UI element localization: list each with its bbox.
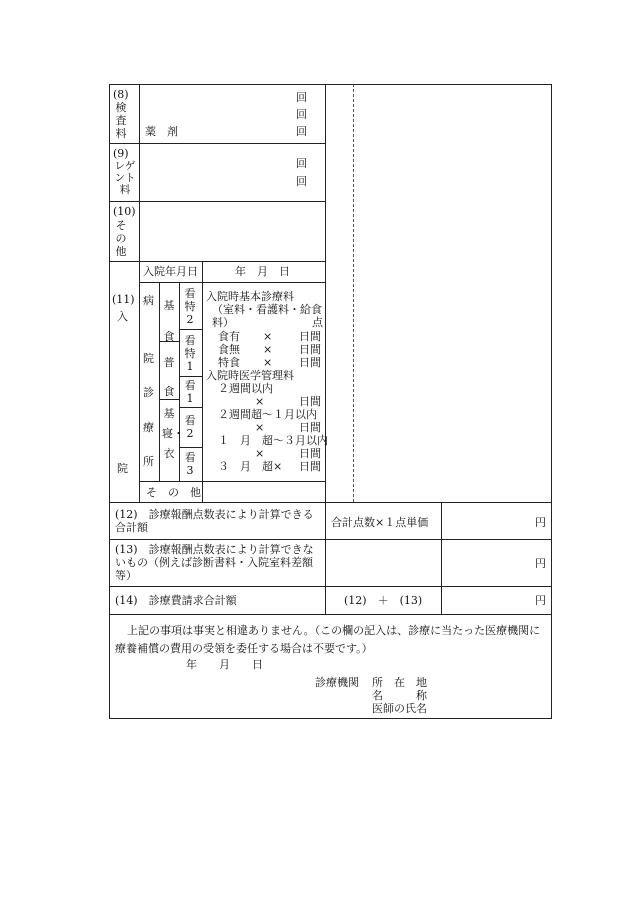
row8-bottom bbox=[109, 143, 325, 144]
meal-3-unit: 日間 bbox=[299, 356, 321, 369]
row13-top bbox=[109, 539, 552, 540]
row14-bottom bbox=[109, 614, 552, 615]
col-a-1: 病 bbox=[143, 294, 154, 307]
org-label: 診療機関 bbox=[315, 676, 359, 689]
meal-3-label: 特食 bbox=[218, 356, 240, 369]
sec11-grade-div4 bbox=[179, 447, 202, 448]
sec12-formula: 合計点数×１点単価 bbox=[331, 516, 429, 529]
sec11-side-top: 入 bbox=[117, 310, 128, 323]
sec14-label: (14) 診療費請求合計額 bbox=[115, 594, 237, 607]
meal-3-mark: × bbox=[263, 356, 273, 369]
dashed-divider bbox=[353, 84, 354, 502]
sec11-side-bottom: 院 bbox=[117, 462, 128, 475]
sec11-col4 bbox=[202, 261, 203, 502]
mgmt-4-unit: 日間 bbox=[299, 460, 321, 473]
sec11-col1 bbox=[139, 261, 140, 502]
rows-col1 bbox=[325, 502, 326, 614]
grade-2: 看特1 bbox=[184, 334, 196, 373]
doctor-name: 医師の氏名 bbox=[372, 702, 427, 715]
mgmt-3-label: １ 月 超～３月以内 bbox=[218, 434, 328, 447]
sec9-number: (9) bbox=[113, 147, 129, 160]
sec14-formula: (12) ＋ (13) bbox=[344, 594, 423, 607]
sec11-number: (11) bbox=[112, 293, 135, 306]
table-top-border bbox=[109, 84, 552, 85]
row14-top bbox=[109, 586, 552, 587]
meal-2-mark: × bbox=[263, 343, 273, 356]
col-a-5: 所 bbox=[143, 455, 154, 468]
mgmt-1-label: ２週間以内 bbox=[218, 382, 273, 395]
admit-date-label: 入院年月日 bbox=[143, 265, 198, 278]
sec10-title: その他 bbox=[115, 219, 127, 258]
sec8-unit-3: 回 bbox=[296, 125, 307, 138]
meal-1-unit: 日間 bbox=[299, 330, 321, 343]
meal-1-label: 食有 bbox=[218, 330, 240, 343]
sec12-label: (12) 診療報酬点数表により計算できる合計額 bbox=[115, 508, 314, 534]
meal-1-mark: × bbox=[263, 330, 273, 343]
declaration-date: 年 月 日 bbox=[186, 658, 263, 671]
kishin-i: 基寝・衣 bbox=[162, 407, 184, 460]
mgmt-3-unit: 日間 bbox=[299, 447, 321, 460]
sec9-unit-1: 回 bbox=[296, 157, 307, 170]
mgmt-1-unit: 日間 bbox=[299, 395, 321, 408]
sec14-unit: 円 bbox=[535, 594, 546, 607]
sec11-col2 bbox=[159, 282, 160, 481]
fee-title: 入院時基本診療料 bbox=[206, 290, 294, 303]
mgmt-2-unit: 日間 bbox=[299, 421, 321, 434]
meal-2-label: 食無 bbox=[218, 343, 240, 356]
rows-col2 bbox=[441, 502, 442, 614]
col-a-4: 療 bbox=[143, 421, 154, 434]
sec13-unit: 円 bbox=[535, 557, 546, 570]
sec8-title: 検査料 bbox=[115, 101, 127, 140]
col-a-2: 院 bbox=[143, 352, 154, 365]
sec11-grade-div3 bbox=[179, 407, 202, 408]
table-bottom-border bbox=[109, 718, 552, 719]
org-address: 所 在 地 bbox=[372, 676, 427, 689]
sec8-drug-label: 薬 剤 bbox=[145, 125, 178, 138]
sec10-number: (10) bbox=[113, 205, 136, 218]
mgmt-3-mark: × bbox=[255, 447, 265, 460]
sec12-unit: 円 bbox=[535, 516, 546, 529]
futsuu-shoku: 普食 bbox=[163, 356, 175, 398]
mgmt-4-label: ３ 月 超× bbox=[218, 460, 283, 473]
sec11-admit-row-bottom bbox=[139, 282, 325, 283]
org-name: 名 称 bbox=[372, 689, 427, 702]
fee-sub: （室料・看護料・給食料） bbox=[212, 303, 322, 329]
mgmt-1-mark: × bbox=[255, 395, 265, 408]
row12-top bbox=[109, 502, 552, 503]
grade-1: 看特2 bbox=[184, 287, 196, 326]
table-left-border bbox=[109, 84, 110, 718]
sec8-unit-2: 回 bbox=[296, 108, 307, 121]
mgmt-2-label: ２週間超～１月以内 bbox=[218, 408, 317, 421]
grade-4: 看2 bbox=[184, 414, 196, 440]
sec11-col3 bbox=[179, 282, 180, 481]
sec13-label: (13) 診療報酬点数表により計算できないもの（例えば診断書料・入院室料差額等） bbox=[115, 543, 314, 582]
sec9-unit-2: 回 bbox=[296, 175, 307, 188]
admit-date-value: 年 月 日 bbox=[235, 265, 290, 278]
col-a-3: 診 bbox=[143, 386, 154, 399]
sec11-grade-div1 bbox=[179, 329, 202, 330]
sec8-unit-1: 回 bbox=[296, 91, 307, 104]
sec9-title: レゲント料 bbox=[114, 160, 136, 196]
grade-3: 看1 bbox=[184, 379, 196, 405]
label-col-border bbox=[139, 84, 140, 261]
sec11-other-row-top bbox=[139, 481, 325, 482]
sec8-number: (8) bbox=[113, 88, 129, 101]
sec11-other: そ の 他 bbox=[146, 486, 201, 499]
kihon-shoku: 基食 bbox=[163, 299, 175, 343]
meal-2-unit: 日間 bbox=[299, 343, 321, 356]
mgmt-2-mark: × bbox=[255, 421, 265, 434]
grade-5: 看3 bbox=[184, 451, 196, 477]
fee-points-unit: 点 bbox=[312, 316, 323, 329]
declaration-text: 上記の事項は事実と相違ありません。（この欄の記入は、診療に当たった医療機関に療養補償の費用の受領を委任する場合は不要です。） bbox=[115, 624, 541, 655]
table-right-border bbox=[551, 84, 552, 718]
row9-bottom bbox=[109, 201, 325, 202]
mgmt-title: 入院時医学管理料 bbox=[206, 369, 294, 382]
sec11-grade-div2 bbox=[179, 376, 202, 377]
row10-bottom bbox=[109, 261, 325, 262]
